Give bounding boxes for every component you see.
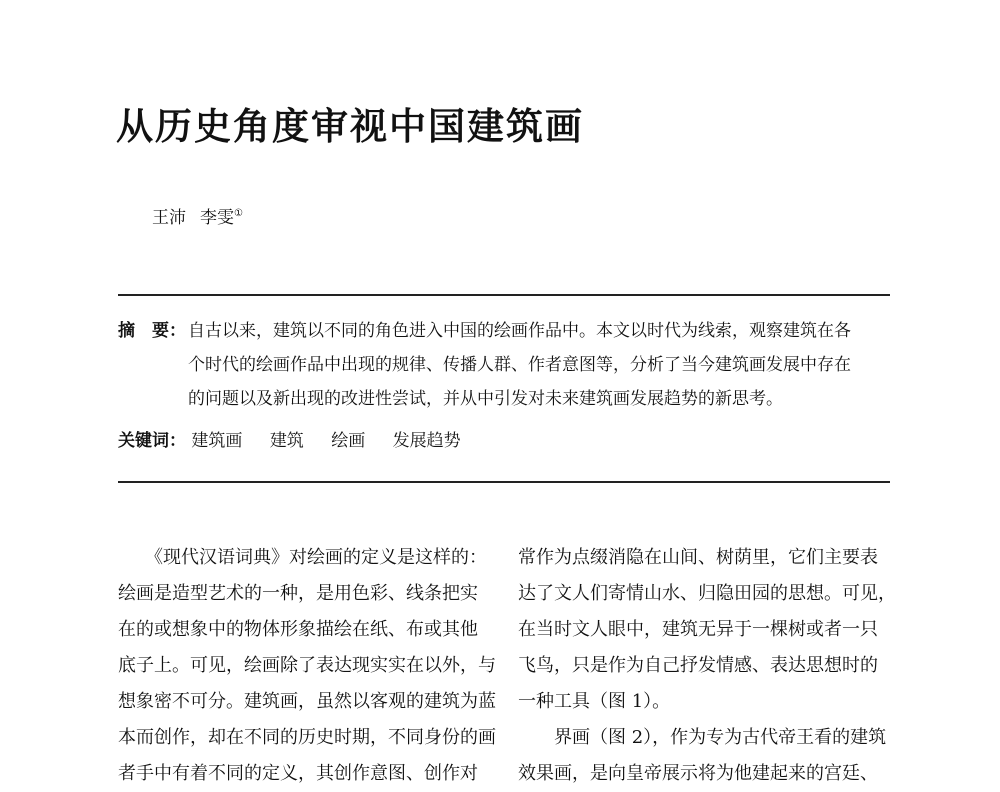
- keywords-label: 关键词：: [118, 431, 186, 451]
- body-line: 界画（图 2），作为专为古代帝王看的建筑: [518, 727, 887, 748]
- body-line: 《现代汉语词典》对绘画的定义是这样的：: [118, 547, 487, 568]
- body-column-right: [518, 540, 898, 792]
- divider-top: [118, 294, 890, 296]
- body-line: 达了文人们寄情山水、归隐田园的思想。可见，: [518, 583, 896, 604]
- author-name: 李雯: [200, 208, 234, 228]
- body-line: 本而创作，却在不同的历史时期，不同身份的画: [118, 727, 496, 748]
- author-name: 王沛: [152, 208, 186, 228]
- body-line: 效果画，是向皇帝展示将为他建起来的宫廷、: [518, 763, 878, 784]
- body-line: 常作为点缀消隐在山间、树荫里，它们主要表: [518, 547, 878, 568]
- body-line: 底子上。可见，绘画除了表达现实实在以外，与: [118, 655, 496, 676]
- page-title: 从历史角度审视中国建筑画: [116, 105, 584, 148]
- body-column-left: [118, 540, 498, 792]
- abstract-line: 自古以来，建筑以不同的角色进入中国的绘画作品中。本文以时代为线索，观察建筑在各: [188, 321, 851, 341]
- keyword: 绘画: [331, 431, 366, 451]
- footnote-marker: ①: [234, 208, 243, 219]
- abstract-line: 个时代的绘画作品中出现的规律、传播人群、作者意图等，分析了当今建筑画发展中存在: [188, 355, 851, 375]
- abstract-label: 摘 要：: [118, 321, 186, 341]
- body-line: 在当时文人眼中，建筑无异于一棵树或者一只: [518, 619, 878, 640]
- body-line: 一种工具（图 1）。: [518, 691, 671, 712]
- keyword: 建筑: [269, 431, 304, 451]
- author-line: [152, 203, 243, 228]
- body-line: 飞鸟，只是作为自己抒发情感、表达思想时的: [518, 655, 878, 676]
- keywords: [118, 426, 483, 451]
- body-line: 者手中有着不同的定义，其创作意图、创作对: [118, 763, 478, 784]
- abstract: [118, 314, 890, 416]
- body-line: 想象密不可分。建筑画，虽然以客观的建筑为蓝: [118, 691, 496, 712]
- keyword: 发展趋势: [392, 431, 461, 451]
- body-line: 绘画是造型艺术的一种，是用色彩、线条把实: [118, 583, 478, 604]
- abstract-body: [188, 314, 890, 416]
- keyword: 建筑画: [191, 431, 243, 451]
- abstract-line: 的问题以及新出现的改进性尝试，并从中引发对未来建筑画发展趋势的新思考。: [188, 389, 783, 409]
- body-line: 在的或想象中的物体形象描绘在纸、布或其他: [118, 619, 478, 640]
- divider-bottom: [118, 481, 890, 483]
